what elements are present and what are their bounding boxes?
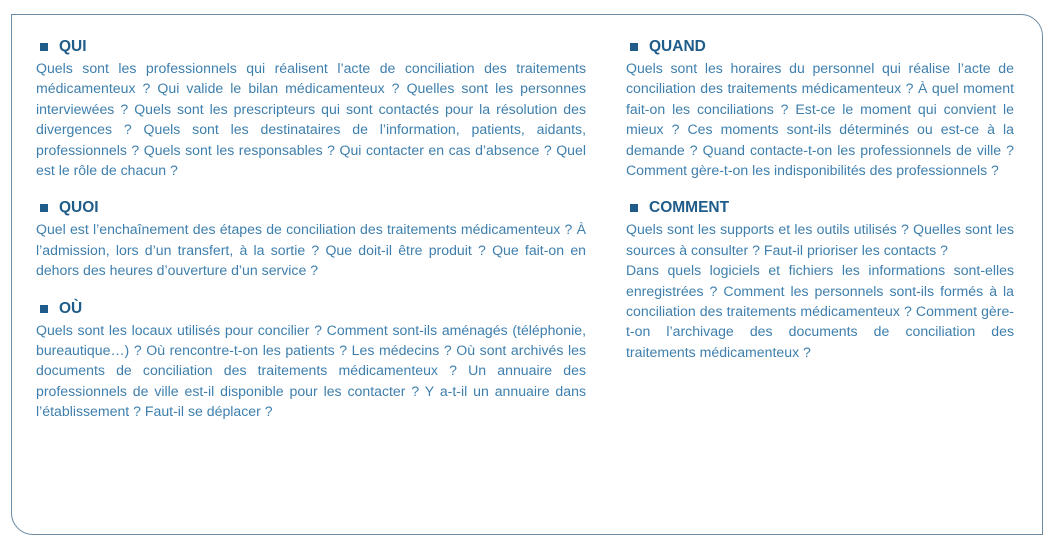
- right-column: [626, 38, 1014, 381]
- left-column: [36, 38, 586, 441]
- section-text-quoi: Quel est l’enchaînement des étapes de conciliation des traitements médicamenteux ? À l’admission, lors d’un transfert, à la sortie ? Que doit-il être produit ? Que fait-on en dehors des heures d’ouverture d’un service ?: [36, 221, 586, 279]
- heading-label: QUOI: [59, 199, 99, 217]
- section-text-ou: Quels sont les locaux utilisés pour concilier ? Comment sont-ils aménagés (téléphonie, bureautique…) ? Où rencontre-t-on les patients ? Les médecins ? Où sont archivés les documents de conciliation des traitements médicamenteux ? Un annuaire des professionnels de ville est-il disponible pour les contacter ? Y a-t-il un annuaire dans l’établissement ? Faut-il se déplacer ?: [36, 321, 586, 420]
- section-text-comment-2: Dans quels logiciels et fichiers les informations sont-elles enregistrées ? Comment les personnels sont-ils formés à la conciliation des traitements médicamenteux ? Comment gère-t-on l’archivage des documents de conciliation des traitements médicamenteux ?: [626, 262, 1014, 360]
- heading-label: QUAND: [649, 38, 706, 55]
- square-bullet-icon: [40, 305, 48, 313]
- section-heading-ou: [36, 300, 586, 318]
- section-text-comment-1: Quels sont les supports et les outils utilisés ? Quelles sont les sources à consulter ? Faut-il prioriser les contacts ?: [626, 221, 1014, 258]
- square-bullet-icon: [630, 43, 638, 51]
- square-bullet-icon: [40, 204, 48, 212]
- section-heading-quand: [626, 38, 1014, 56]
- section-text-quand: Quels sont les horaires du personnel qui réalise l’acte de conciliation des traitements médicamenteux ? À quel moment fait-on les conciliations ? Est-ce le moment qui convient le mieux ? Ces moments sont-ils déterminés ou est-ce à la demande ? Quand contacte-t-on les professionnels de ville ? Comment gère-t-on les indisponibilités des professionnels ?: [626, 60, 1014, 179]
- heading-label: QUI: [59, 38, 87, 55]
- heading-label: COMMENT: [649, 199, 730, 217]
- heading-label: OÙ: [59, 299, 83, 317]
- section-qui: [36, 38, 586, 180]
- section-heading-quoi: [36, 199, 586, 217]
- square-bullet-icon: [40, 43, 48, 51]
- section-quoi: [36, 199, 586, 280]
- square-bullet-icon: [630, 204, 638, 212]
- section-text-qui: Quels sont les professionnels qui réalisent l’acte de conciliation des traitements médicamenteux ? Qui valide le bilan médicamenteux ? Quelles sont les personnes interviewées ? Quels sont les prescripteurs qui sont contactés pour la résolution des divergences ? Quels sont les destinataires de l’information, patients, aidants, professionnels ? Quels sont les responsables ? Qui contacter en cas d’absence ? Quel est le rôle de chacun ?: [36, 60, 586, 179]
- section-heading-qui: [36, 38, 586, 56]
- section-ou: [36, 300, 586, 422]
- section-quand: [626, 38, 1014, 180]
- section-comment: [626, 199, 1014, 362]
- section-heading-comment: [626, 199, 1014, 217]
